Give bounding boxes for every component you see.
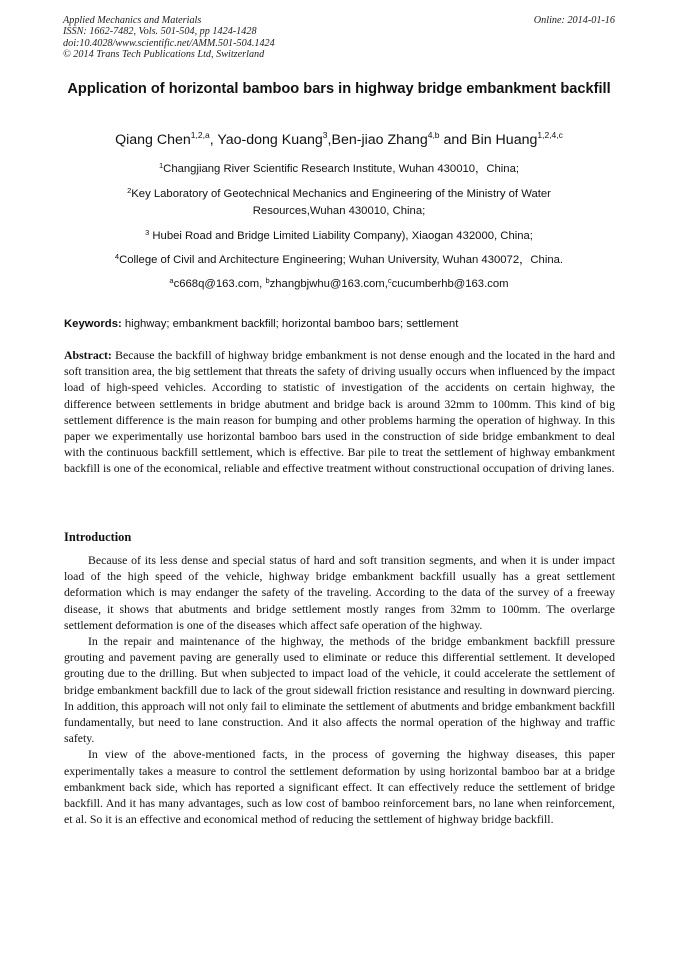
paragraph: In view of the above-mentioned facts, in the process of governing the highway diseases, this paper experimentally takes a measure to control the settlement deformation by using horizontal bamboo bar at a bridge embankment back side, which has reported a significant effect. It can effectively reduce the settlement of bridge backfill. And it has many advantages, such as low cost of bamboo reinforcement bars, no lane when reinforcement, et al. So it is an effective and economical method of reducing the settlement of highway bridge backfill. [64,747,615,827]
email-list [60,277,618,292]
author-name: Ben-jiao Zhang [331,132,428,148]
affiliation-text: Key Laboratory of Geotechnical Mechanics and Engineering of the Ministry of Water Resources,Wuhan 430010, China; [131,188,551,217]
email-mark: c [387,276,392,285]
journal-header [63,15,615,61]
author-affiliation-mark: 3 [322,130,328,140]
author-name: Yao-dong Kuang [217,132,323,148]
author-separator: and [439,132,472,148]
author-separator: , [209,132,218,148]
affiliation-3 [60,228,618,245]
affiliation-text: Hubei Road and Bridge Limited Liability Company), Xiaogan 432000, China; [149,230,533,242]
email-mark: a [169,276,174,285]
author-name: Qiang Chen [115,132,191,148]
affiliation-mark: 4 [114,252,120,261]
affiliation-text: Changjiang River Scientific Research Institute, Wuhan 430010，China; [163,163,519,175]
affiliation-1 [60,161,618,178]
journal-name: Applied Mechanics and Materials [63,15,202,26]
paper-title: Application of horizontal bamboo bars in highway bridge embankment backfill [67,81,611,97]
paragraph: Because of its less dense and special status of hard and soft transition segments, and when it is under impact load of the high speed of the vehicle, highway bridge embankment backfill usually has a great settlement deformation which is may endanger the safety of the traveling. According to the data of the survey of a freeway disease, it shows that abutments and bridge settlement mostly ranges from 32mm to 100mm. The overlarge settlement deformation is one of the diseases which affect safe operation of the highway. [64,553,615,632]
email-address[interactable]: c668q@163.com, [173,278,266,290]
affiliation-4 [60,252,618,269]
email-address[interactable]: zhangbjwhu@163.com, [269,278,388,290]
author-separator: , [327,132,332,148]
keywords-text: highway; embankment backfill; horizontal bamboo bars; settlement [121,318,459,330]
abstract-label: Abstract: [64,348,112,362]
affiliation-mark: 2 [127,186,132,195]
author-list [40,131,638,149]
introduction-body [64,552,615,827]
affiliation-mark: 3 [145,228,150,237]
keywords-line [64,317,618,332]
author-affiliation-mark: 4,b [427,130,440,140]
copyright-line: © 2014 Trans Tech Publications Ltd, Switzerland [63,49,265,61]
affiliation-text: College of Civil and Architecture Engineering; Wuhan University, Wuhan 430072，China. [119,254,564,266]
affiliation-2 [95,186,583,220]
email-mark: b [265,276,270,285]
section-heading-introduction: Introduction [64,530,132,544]
keywords-label: Keywords: [64,318,122,330]
author-name: Bin Huang [471,132,538,148]
paragraph: In the repair and maintenance of the highway, the methods of the bridge embankment backfill pressure grouting and pavement paving are generally used to eliminate or reduce this differential settlement. It developed grouting due to the drilling. But when subjected to impact load of the vehicle, it could accelerate the settlement of bridge embankment backfill due to lack of the grout sidewall friction resistance and resulting in downward piercing. In addition, this approach will not only fail to eliminate the settlement of abutments and bridge embankment backfill fundamentally, but need to lane construction. And it also affects the normal operation of the highway and traffic safety. [64,634,615,746]
author-affiliation-mark: 1,2,4,c [537,130,563,140]
email-address[interactable]: cucumberhb@163.com [391,278,509,290]
online-date: Online: 2014-01-16 [533,15,615,26]
issn-line: ISSN: 1662-7482, Vols. 501-504, pp 1424-1428 [63,26,257,38]
abstract-text: Because the backfill of highway bridge embankment is not dense enough and the located in the hard and soft transition area, the big settlement that threats the safety of driving usually occurs when influenced by the impact load of high-speed vehicles. According to statistic of investigation of the accidents on certain highway, the difference between settlements in bridge abutment and bridge back is around 32mm to 100mm. This kind of big settlement difference is the main reason for bumping and other problems harming the operation of highway. In this paper we experimentally use horizontal bamboo bars used in the construction of side bridge embankment to deal with the continuous backfill settlement, which is effective. Bar pile to treat the settlement of highway embankment backfill is one of the economical, reliable and effective treatment without constructional occupation of driving lanes. [64,348,615,476]
doi-line: doi:10.4028/www.scientific.net/AMM.501-504.1424 [63,37,275,49]
abstract-block [64,347,615,477]
author-affiliation-mark: 1,2,a [190,130,210,140]
affiliation-mark: 1 [158,161,164,170]
